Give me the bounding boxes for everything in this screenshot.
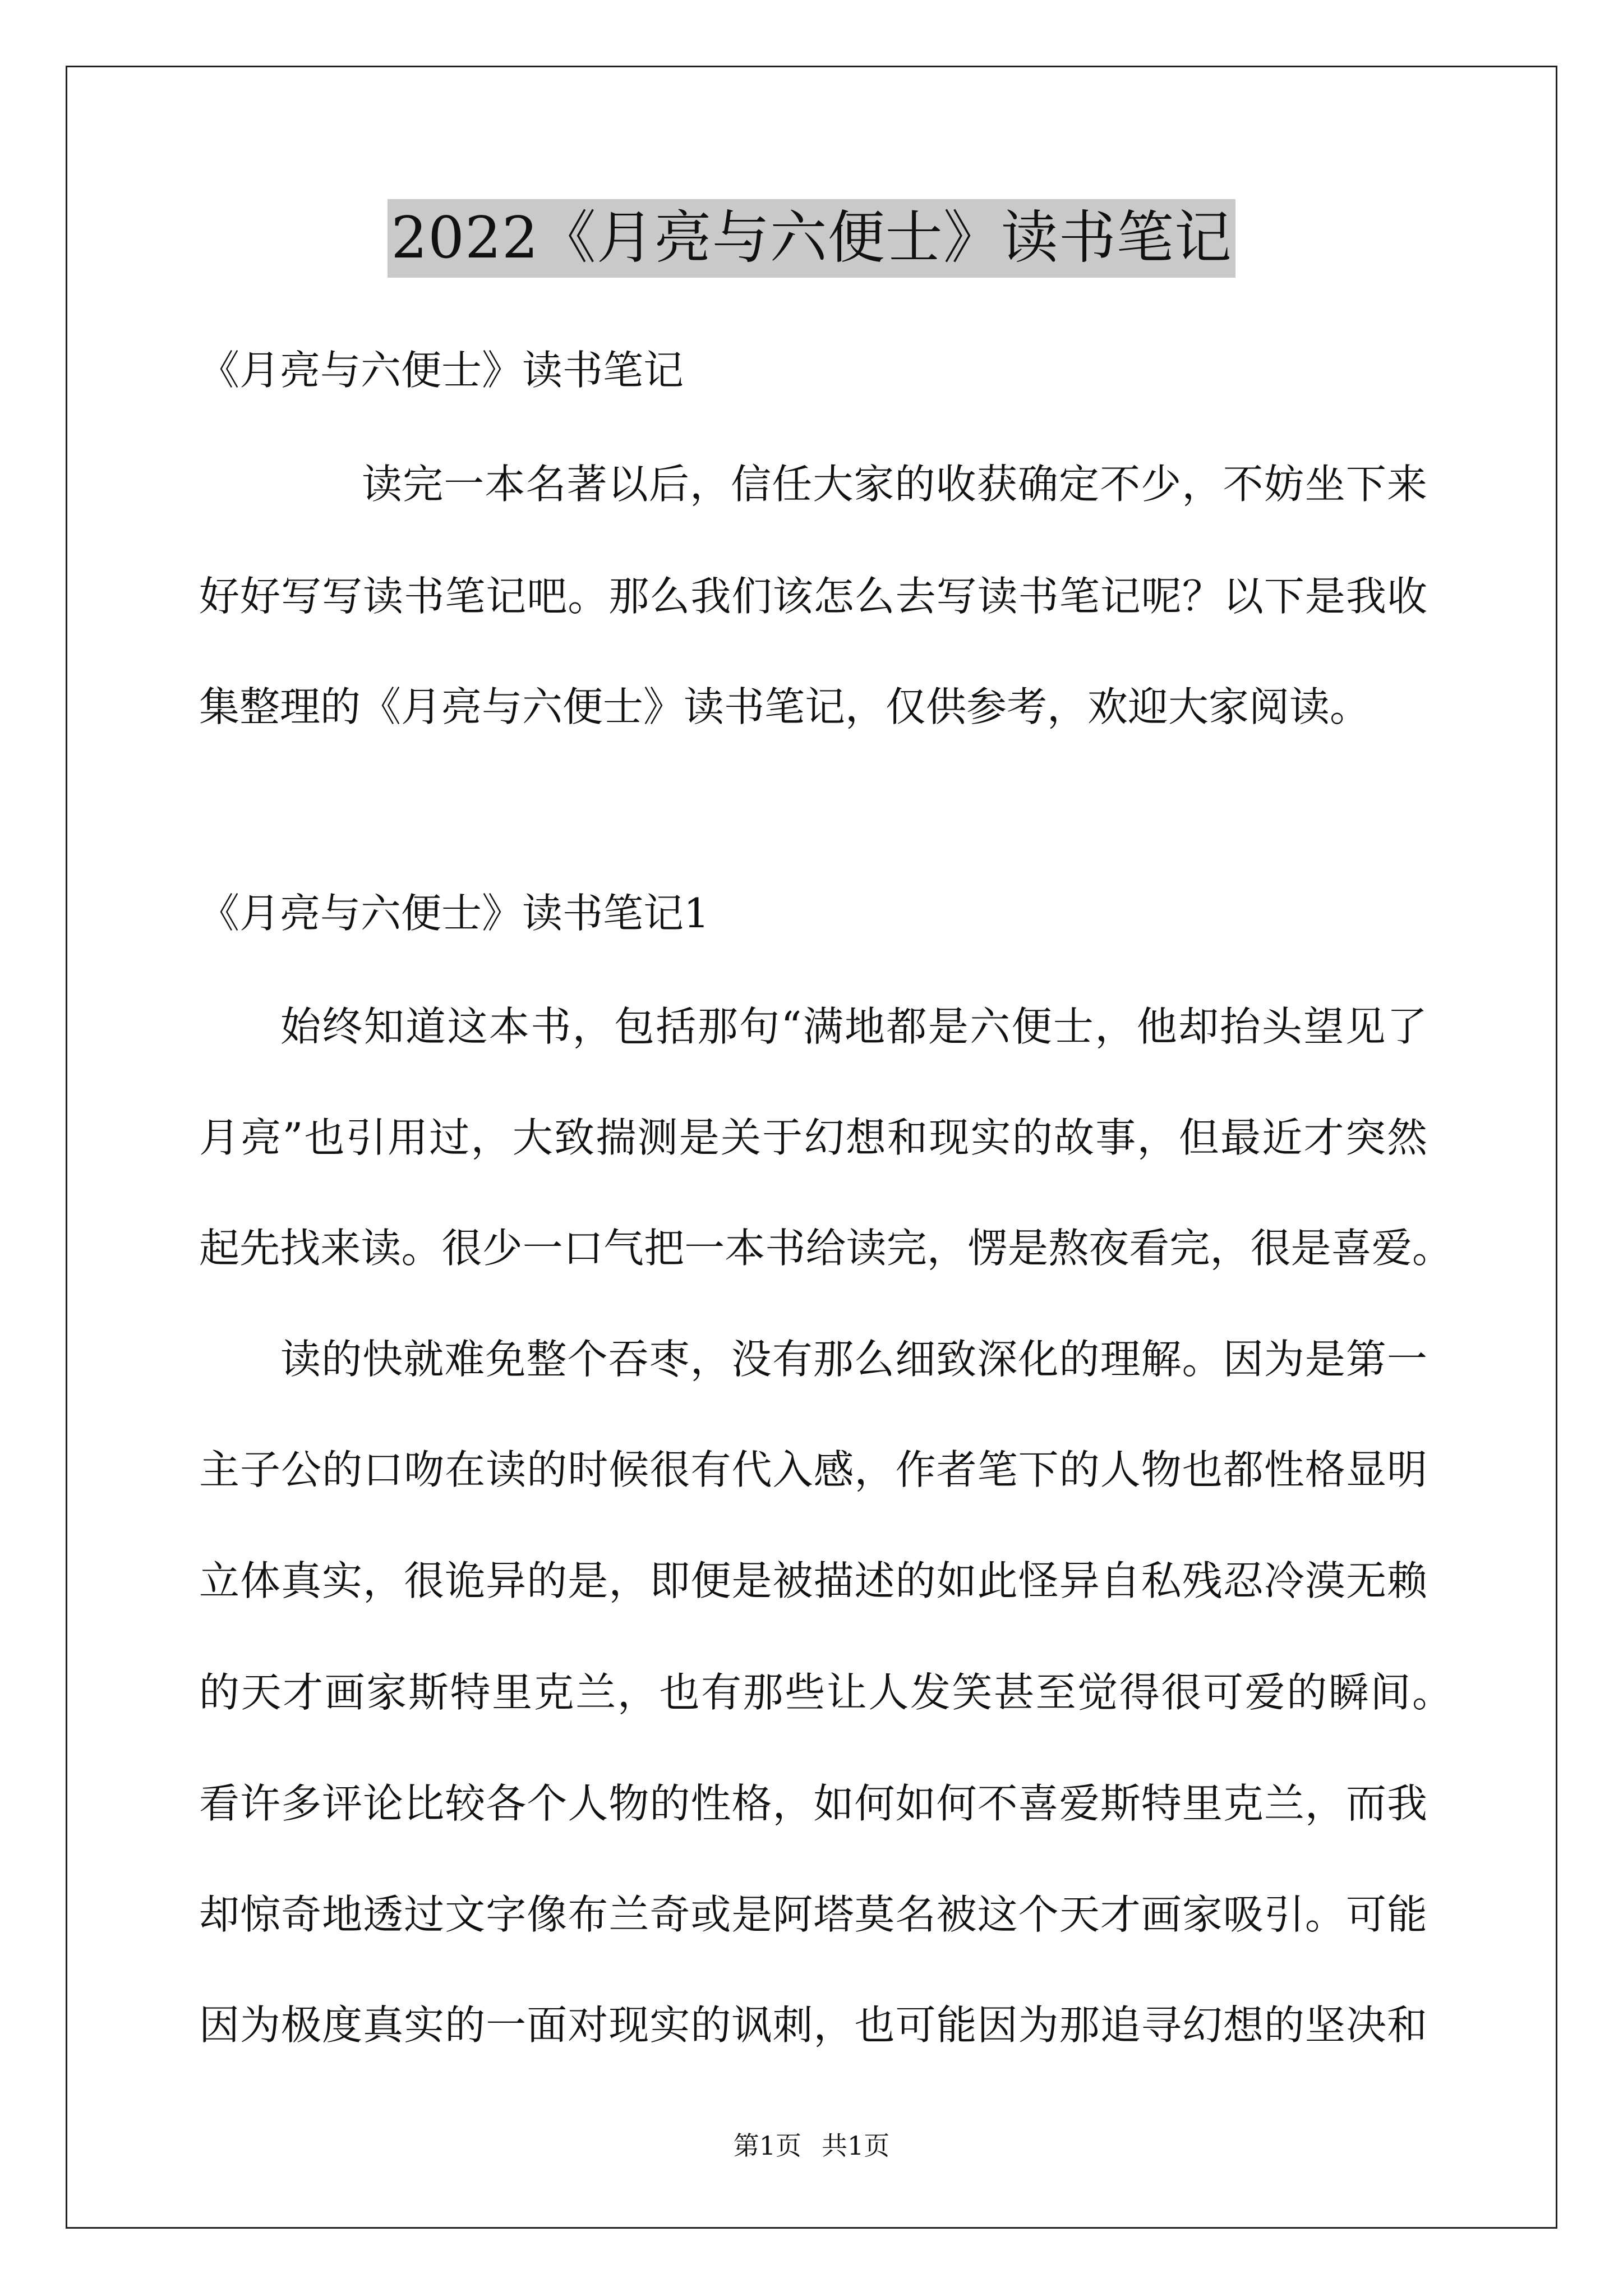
section-heading: 《月亮与六便士》读书笔记1 [199,890,709,937]
para2-line-1: 读的快就难免整个吞枣，没有那么细致深化的理解。因为是第一 [280,1336,1427,1383]
document-subtitle: 《月亮与六便士》读书笔记 [199,347,684,394]
page-number: 第1页 [733,2131,801,2161]
para2-line-3: 立体真实，很诡异的是，即便是被描述的如此怪异自私残忍冷漠无赖 [199,1557,1427,1604]
document-title: 2022《月亮与六便士》读书笔记 [388,199,1235,278]
page-footer [0,2129,1623,2162]
para1-line-2: 月亮”也引用过，大致揣测是关于幻想和现实的故事，但最近才突然 [199,1114,1427,1161]
page-total: 共1页 [822,2131,890,2161]
para2-line-6: 却惊奇地透过文字像布兰奇或是阿塔莫名被这个天才画家吸引。可能 [199,1891,1427,1938]
para2-line-4: 的天才画家斯特里克兰，也有那些让人发笑甚至觉得很可爱的瞬间。 [199,1669,1453,1716]
para2-line-2: 主子公的口吻在读的时候很有代入感，作者笔下的人物也都性格显明 [199,1446,1427,1493]
intro-line-1: 读完一本名著以后，信任大家的收获确定不少，不妨坐下来 [362,461,1427,508]
title-container [0,199,1623,278]
para1-line-1: 始终知道这本书，包括那句“满地都是六便士，他却抬头望见了 [280,1003,1427,1050]
para2-line-5: 看许多评论比较各个人物的性格，如何如何不喜爱斯特里克兰，而我 [199,1780,1427,1827]
intro-line-2: 好好写写读书笔记吧。那么我们该怎么去写读书笔记呢？以下是我收 [199,573,1427,620]
intro-line-3: 集整理的《月亮与六便士》读书笔记，仅供参考，欢迎大家阅读。 [199,683,1371,730]
para1-line-3: 起先找来读。很少一口气把一本书给读完，愣是熬夜看完，很是喜爱。 [199,1225,1453,1272]
para2-line-7: 因为极度真实的一面对现实的讽刺，也可能因为那追寻幻想的坚决和 [199,2001,1427,2049]
